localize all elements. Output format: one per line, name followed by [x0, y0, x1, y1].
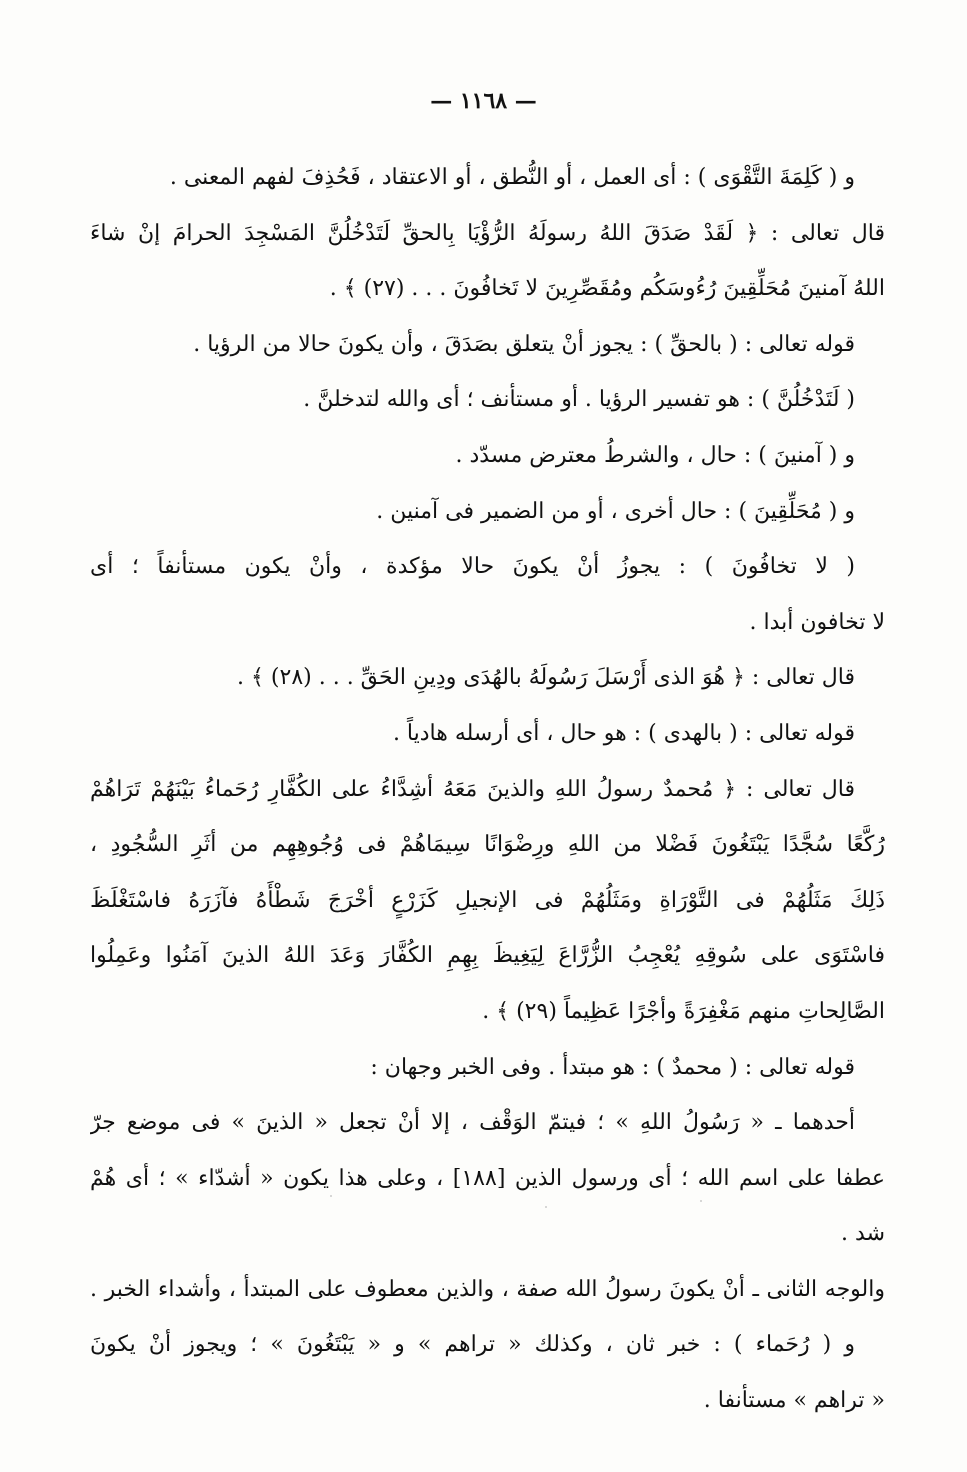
text-line: قال تعالى : ﴿ هُوَ الذى أَرْسَلَ رَسُولَهُ بالهُدَى ودِينِ الحَقِّ . . . (٢٨) ﴾ . — [237, 665, 855, 691]
scan-speck — [330, 1195, 332, 1197]
text-line: قال تعالى : ﴿ لَقَدْ صَدَقَ اللهُ رسولَهُ الرُّؤْيَا بِالحقِّ لَتَدْخُلُنَّ المَسْجِدَ الحرامَ إنْ شاءَ — [90, 220, 885, 246]
text-line: فاسْتَوَى على سُوقِهِ يُعْجِبُ الزُّرَّاعَ لِيَغِيظَ بِهِمِ الكُفَّارَ وَعَدَ اللهُ الذينَ آمَنُوا وعَمِلُوا — [90, 943, 885, 969]
text-line: قوله تعالى : ( بالحقِّ ) : يجوز أنْ يتعلق بصَدَقَ ، وأن يكونَ حالا من الرؤيا . — [193, 331, 855, 357]
scan-speck — [700, 1200, 702, 1202]
text-line: والوجه الثانى ـ أنْ يكونَ رسولُ الله صفة ، والذين معطوف على المبتدأ ، وأشداء الخبر . — [90, 1276, 885, 1302]
text-line: ذَلِكَ مَثَلُهُمْ فى التَّوْرَاةِ ومَثَلُهُمْ فى الإنجيلِ كَزَرْعٍ أخْرَجَ شَطْأَهُ فآزَرَهُ فاسْتَغْلَظَ — [90, 887, 885, 913]
text-line: الصَّالِحاتِ منهم مَغْفِرَةً وأجْرًا عَظِيماً (٢٩) ﴾ . — [482, 998, 885, 1024]
text-line: قوله تعالى : ( محمدٌ ) : هو مبتدأ . وفى الخبر وجهان : — [370, 1054, 855, 1080]
text-line: ( لَتَدْخُلُنَّ ) : هو تفسير الرؤيا . أو مستأنف ؛ أى والله لتدخلنَّ . — [303, 387, 855, 413]
text-line: و ( آمنينَ ) : حال ، والشرطُ معترض مسدّد . — [455, 442, 855, 468]
text-line: قوله تعالى : ( بالهدى ) : هو حال ، أى أرسله هادياً . — [392, 720, 855, 746]
text-line: عطفا على اسم الله ؛ أى ورسول الذين [١٨٨] ، وعلى هذا يكون « أشدّاء » ؛ أى هُمْ — [90, 1165, 885, 1191]
text-line: رُكَّعًا سُجَّدًا يَبْتَغُونَ فَضْلا من اللهِ ورِضْوَانًا سِيمَاهُمْ فى وُجُوهِهِم من أثَرِ السُّجُودِ ، — [90, 832, 885, 858]
text-line: اللهُ آمنينَ مُحَلِّقِينَ رُءُوسَكُم ومُقَصِّرِينَ لا تَخافُونَ . . . (٢٧) ﴾ . — [329, 276, 885, 302]
page-number: — ١١٦٨ — — [430, 88, 537, 114]
text-line: « تراهم » مستأنفا . — [703, 1388, 885, 1414]
text-line: قال تعالى : ﴿ مُحمدٌ رسولُ اللهِ والذينَ مَعَهُ أشِدَّاءُ على الكُفَّارِ رُحَماءُ بَيْنَهُمْ تَرَاهُمْ — [90, 776, 855, 802]
text-line: أحدهما ـ « رَسُولُ اللهِ » ؛ فيتمّ الوَقْف ، إلا أنْ تجعل « الذينَ » فى موضع جرّ — [90, 1110, 855, 1136]
text-line: شد . — [841, 1221, 885, 1247]
text-line: ( لا تخافُونَ ) : يجوزُ أنْ يكونَ حالا مؤكدة ، وأنْ يكون مستأنفاً ؛ أى — [90, 554, 855, 580]
text-line: و ( رُحَماء ) : خبر ثان ، وكذلك « تراهم » و « يَبْتَغُونَ » ؛ ويجوز أنْ يكونَ — [90, 1332, 855, 1358]
text-body — [90, 150, 885, 1429]
text-line: لا تخافون أبدا . — [749, 609, 885, 635]
scan-speck — [545, 1206, 547, 1208]
text-line: و ( كَلِمَةَ التَّقْوَى ) : أى العمل ، أو النُّطق ، أو الاعتقاد ، فَحُذِفَ لفهم المعنى . — [169, 165, 855, 190]
text-line: و ( مُحَلِّقِينَ ) : حال أخرى ، أو من الضمير فى آمنين . — [376, 498, 855, 524]
